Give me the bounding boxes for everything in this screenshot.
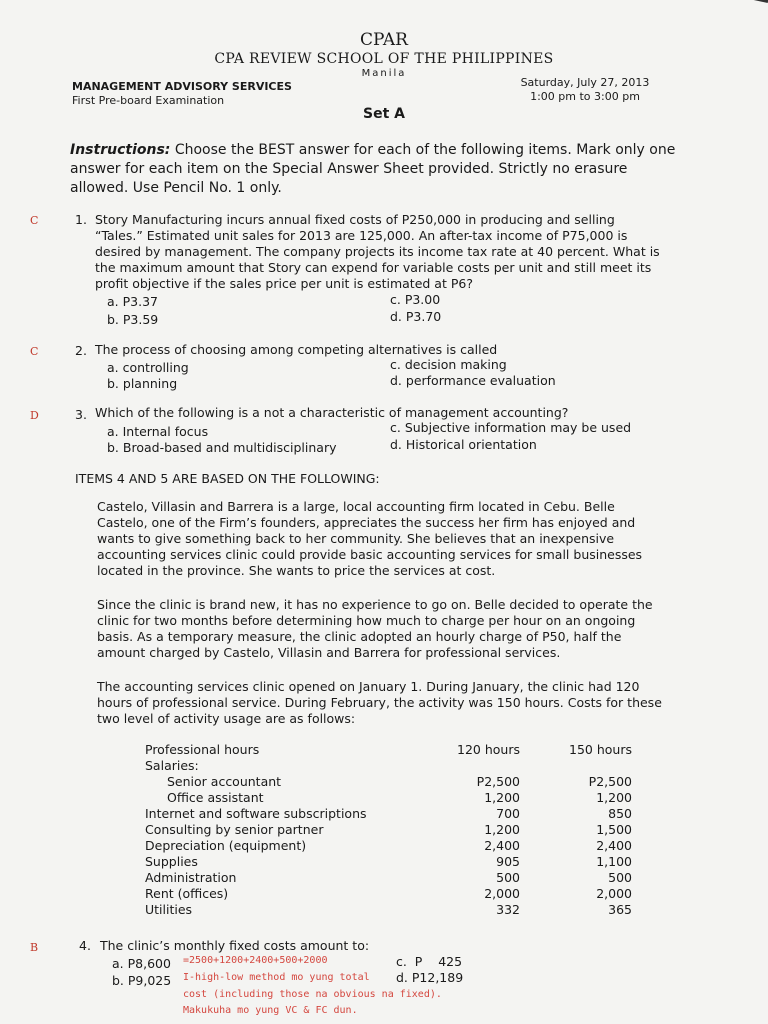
cost-value-150: P2,500 bbox=[588, 774, 632, 789]
header-school: CPA REVIEW SCHOOL OF THE PHILIPPINES bbox=[214, 51, 554, 67]
q3-text: Which of the following is a not a characteristic of management accounting? bbox=[95, 405, 569, 420]
header-subject: MANAGEMENT ADVISORY SERVICES bbox=[72, 80, 292, 93]
cost-item-label: Senior accountant bbox=[167, 774, 282, 789]
cost-value-150: 2,400 bbox=[596, 838, 632, 853]
cost-value-120: 905 bbox=[496, 854, 520, 869]
scan-edge-mark bbox=[734, 0, 768, 3]
cost-table-row bbox=[145, 838, 632, 854]
q2-number: 2. bbox=[75, 343, 87, 358]
q2-option-c: c. decision making bbox=[390, 357, 507, 372]
cost-table-header-col1: 120 hours bbox=[457, 742, 520, 757]
cost-item-label: Internet and software subscriptions bbox=[145, 806, 367, 821]
instructions-lead: Instructions: bbox=[70, 142, 171, 158]
cost-value-120: 1,200 bbox=[484, 822, 520, 837]
answer-mark-q3: D bbox=[30, 409, 39, 422]
cost-item-label: Administration bbox=[145, 870, 237, 885]
cost-table-row bbox=[145, 758, 632, 774]
cost-item-label: Office assistant bbox=[167, 790, 264, 805]
cost-table-row bbox=[145, 806, 632, 822]
answer-mark-q2: C bbox=[30, 345, 39, 358]
cost-value-150: 2,000 bbox=[596, 886, 632, 901]
cost-table-row bbox=[145, 870, 632, 886]
cost-table bbox=[145, 742, 632, 918]
cost-value-120: 2,400 bbox=[484, 838, 520, 853]
q2-text: The process of choosing among competing alternatives is called bbox=[95, 342, 498, 357]
cost-value-150: 1,500 bbox=[596, 822, 632, 837]
q3-option-b: b. Broad-based and multidisciplinary bbox=[107, 440, 337, 455]
q4-note-b-line2: cost (including those na obvious na fixed). bbox=[183, 989, 442, 1000]
cost-value-120 bbox=[445, 758, 520, 774]
header-exam: First Pre-board Examination bbox=[72, 94, 225, 107]
q4-note-b-line1: I-high-low method mo yung total bbox=[183, 972, 370, 983]
cost-item-label: Utilities bbox=[145, 902, 193, 917]
q2-option-a: a. controlling bbox=[107, 360, 189, 375]
q1-option-c: c. P3.00 bbox=[390, 292, 441, 307]
header-time: 1:00 pm to 3:00 pm bbox=[530, 90, 640, 103]
q3-number: 3. bbox=[75, 407, 87, 422]
answer-mark-q4: B bbox=[30, 941, 39, 954]
cost-value-120: P2,500 bbox=[476, 774, 520, 789]
cost-table-row bbox=[145, 774, 632, 790]
q4-option-c: c. P 425 bbox=[396, 954, 463, 969]
q2-option-d: d. performance evaluation bbox=[390, 373, 556, 388]
header-date: Saturday, July 27, 2013 bbox=[520, 76, 650, 89]
case-paragraph-2: Since the clinic is brand new, it has no experience to go on. Belle decided to operate the clinic for two months before determining how much to charge per hour on an ongoing basis. As a temporary measure, the clinic adopted an hourly charge of P50, half the amount charged by Castelo, Villasin and Barrera for professional services. bbox=[97, 597, 653, 660]
q4-text: The clinic’s monthly fixed costs amount to: bbox=[100, 938, 370, 953]
cost-value-120: 1,200 bbox=[484, 790, 520, 805]
instructions bbox=[70, 141, 690, 198]
cost-value-120: 700 bbox=[496, 806, 520, 821]
q1-option-a: a. P3.37 bbox=[107, 294, 158, 309]
cost-value-150: 1,100 bbox=[596, 854, 632, 869]
cost-item-label: Rent (offices) bbox=[145, 886, 229, 901]
q2-option-b: b. planning bbox=[107, 376, 178, 391]
cost-value-150: 500 bbox=[608, 870, 632, 885]
cost-table-row bbox=[145, 822, 632, 838]
cost-table-header bbox=[145, 742, 632, 758]
cost-table-header-label: Professional hours bbox=[145, 742, 260, 757]
q1-option-d: d. P3.70 bbox=[390, 309, 442, 324]
cost-table-row bbox=[145, 790, 632, 806]
instructions-text: Choose the BEST answer for each of the following items. Mark only one answer for each item on the Special Answer Sheet provided. Strictly no erasure allowed. Use Pencil No. 1 only. bbox=[70, 142, 676, 196]
q3-option-d: d. Historical orientation bbox=[390, 437, 537, 452]
cost-item-label: Supplies bbox=[145, 854, 198, 869]
q1-number: 1. bbox=[75, 212, 87, 227]
q4-number: 4. bbox=[79, 938, 91, 953]
q4-option-b: b. P9,025 bbox=[112, 973, 172, 988]
q3-option-c: c. Subjective information may be used bbox=[390, 420, 632, 435]
header-org: CPAR bbox=[360, 30, 408, 50]
set-label: Set A bbox=[363, 106, 405, 122]
case-paragraph-1: Castelo, Villasin and Barrera is a large, local accounting firm located in Cebu. Belle Castelo, one of the Firm’s founders, appreciates the success her firm has enjoyed and wants to give something back to her community. She believes that an inexpensive accounting services clinic could provide basic accounting services for small businesses located in the province. She wants to price the services at cost. bbox=[97, 499, 643, 578]
q4-option-a: a. P8,600 bbox=[112, 956, 171, 971]
cost-value-150: 365 bbox=[608, 902, 632, 917]
q4-option-d: d. P12,189 bbox=[396, 970, 464, 985]
cost-value-150 bbox=[520, 758, 632, 774]
case-paragraph-3: The accounting services clinic opened on January 1. During January, the clinic had 120 hours of professional service. During February, the activity was 150 hours. Costs for these two level of activity usage are as follows: bbox=[97, 679, 662, 726]
items-heading: ITEMS 4 AND 5 ARE BASED ON THE FOLLOWING: bbox=[75, 471, 380, 486]
q1-option-b: b. P3.59 bbox=[107, 312, 159, 327]
cost-value-120: 332 bbox=[496, 902, 520, 917]
q1-text: Story Manufacturing incurs annual fixed costs of P250,000 in producing and selling “Tales.” Estimated unit sales for 2013 are 125,000. An after-tax income of P75,000 is desired by management. The company projects its income tax rate at 40 percent. What is the maximum amount that Story can expend for variable costs per unit and still meet its profit objective if the sales price per unit is estimated at P6? bbox=[95, 212, 660, 291]
header-city: Manila bbox=[361, 68, 407, 79]
cost-value-120: 500 bbox=[496, 870, 520, 885]
cost-value-120: 2,000 bbox=[484, 886, 520, 901]
cost-table-header-col2: 150 hours bbox=[569, 742, 632, 757]
cost-value-150: 850 bbox=[608, 806, 632, 821]
cost-item-label: Depreciation (equipment) bbox=[145, 838, 307, 853]
cost-table-row bbox=[145, 886, 632, 902]
cost-table-row bbox=[145, 854, 632, 870]
answer-mark-q1: C bbox=[30, 214, 39, 227]
q4-note-a: =2500+1200+2400+500+2000 bbox=[183, 955, 328, 966]
q3-option-a: a. Internal focus bbox=[107, 424, 209, 439]
cost-item-label: Consulting by senior partner bbox=[145, 822, 324, 837]
q4-note-b-line3: Makukuha mo yung VC & FC dun. bbox=[183, 1005, 358, 1016]
cost-value-150: 1,200 bbox=[596, 790, 632, 805]
cost-table-row bbox=[145, 902, 632, 918]
cost-item-label: Salaries: bbox=[145, 758, 199, 773]
